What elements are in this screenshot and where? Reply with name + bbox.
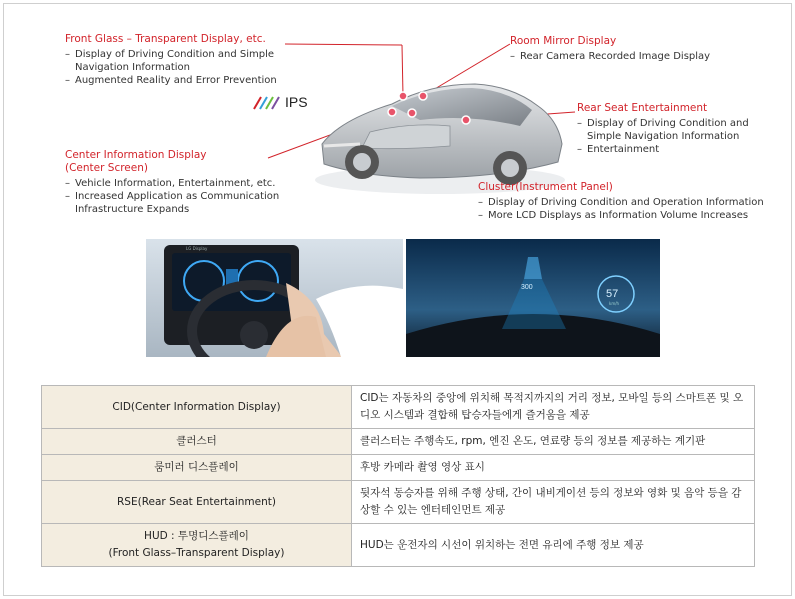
hud-speed-left: 300 [521,284,533,291]
table-term: HUD : 투명디스플레이 [144,530,249,542]
table-row [42,481,755,524]
table-term-cell [42,386,352,429]
dashboard-photo [146,239,403,357]
room-mirror-title: Room Mirror Display [510,35,617,47]
center-info-item-1: Vehicle Information, Entertainment, etc. [75,178,276,189]
table-row [42,455,755,481]
table-row [42,524,755,567]
table-desc: 뒷자석 동승자를 위해 주행 상태, 간이 내비게이션 등의 정보와 영화 및 음악 등을 감상할 수 있는 엔터테인먼트 제공 [352,481,755,524]
annotation-room-mirror: Room Mirror Display – Rear Camera Recorded Image Display [510,35,711,62]
table-term: 룸미러 디스플레이 [154,461,239,473]
display-spec-table [41,385,755,567]
rear-seat-item-2: Entertainment [587,144,660,155]
table-term: CID(Center Information Display) [112,400,281,413]
rear-seat-title: Rear Seat Entertainment [577,102,708,114]
table-term-cell [42,524,352,567]
cluster-item-2: More LCD Displays as Information Volume Increases [488,210,749,221]
table-term: RSE(Rear Seat Entertainment) [117,495,276,508]
rear-seat-item-1-cont: Simple Navigation Information [587,131,740,142]
center-info-title-2: (Center Screen) [65,162,148,174]
display-spec-table-body [42,386,755,567]
annotation-rear-seat: Rear Seat Entertainment – Display of Driving Condition and Simple Navigation Information – Entertainment [577,102,749,155]
table-desc: HUD는 운전자의 시선이 위치하는 전면 유리에 주행 정보 제공 [352,524,755,567]
rear-seat-item-1: Display of Driving Condition and [587,118,749,129]
room-mirror-item-1: Rear Camera Recorded Image Display [520,51,711,62]
table-desc: CID는 자동차의 중앙에 위치해 목적지까지의 거리 정보, 모바일 등의 스마트폰 및 오디오 시스템과 결합해 탑승자들에게 즐거움을 제공 [352,386,755,429]
front-glass-item-1-cont: Navigation Information [75,62,190,73]
cluster-title: Cluster(Instrument Panel) [478,181,613,193]
ips-logo-icon [252,95,280,111]
table-row [42,429,755,455]
front-glass-item-2: Augmented Reality and Error Prevention [75,75,277,86]
front-glass-title: Front Glass – Transparent Display, etc. [65,33,266,45]
table-row [42,386,755,429]
hud-speed-right: 57 [606,288,619,300]
center-info-item-2: Increased Application as Communication [75,191,280,202]
center-info-item-2-cont: Infrastructure Expands [75,204,190,215]
dashboard-brand: LG Display [186,246,208,251]
annotation-center-info: Center Information Display (Center Screen) – Vehicle Information, Entertainment, etc. – Increased Application as Communication Infrastructure Expands [65,149,280,215]
table-term-2: (Front Glass–Transparent Display) [108,547,285,559]
table-term-cell [42,455,352,481]
table-term-cell [42,481,352,524]
annotation-cluster: Cluster(Instrument Panel) – Display of Driving Condition and Operation Information – More LCD Displays as Information Volume Increases [478,181,764,221]
center-info-title: Center Information Display [65,149,207,161]
front-glass-item-1: Display of Driving Condition and Simple [75,49,275,60]
hud-unit: km/h [609,301,620,306]
table-desc: 클러스터는 주행속도, rpm, 엔진 온도, 연료량 등의 정보를 제공하는 계기판 [352,429,755,455]
ips-label: IPS [285,94,308,110]
table-term: 클러스터 [176,435,217,447]
cluster-item-1: Display of Driving Condition and Operation Information [488,197,764,208]
table-desc: 후방 카메라 촬영 영상 표시 [352,455,755,481]
hud-photo [406,239,660,357]
table-term-cell [42,429,352,455]
annotation-front-glass: Front Glass – Transparent Display, etc. – Display of Driving Condition and Simple Navigation Information – Augmented Reality and Error Prevention [65,33,277,86]
